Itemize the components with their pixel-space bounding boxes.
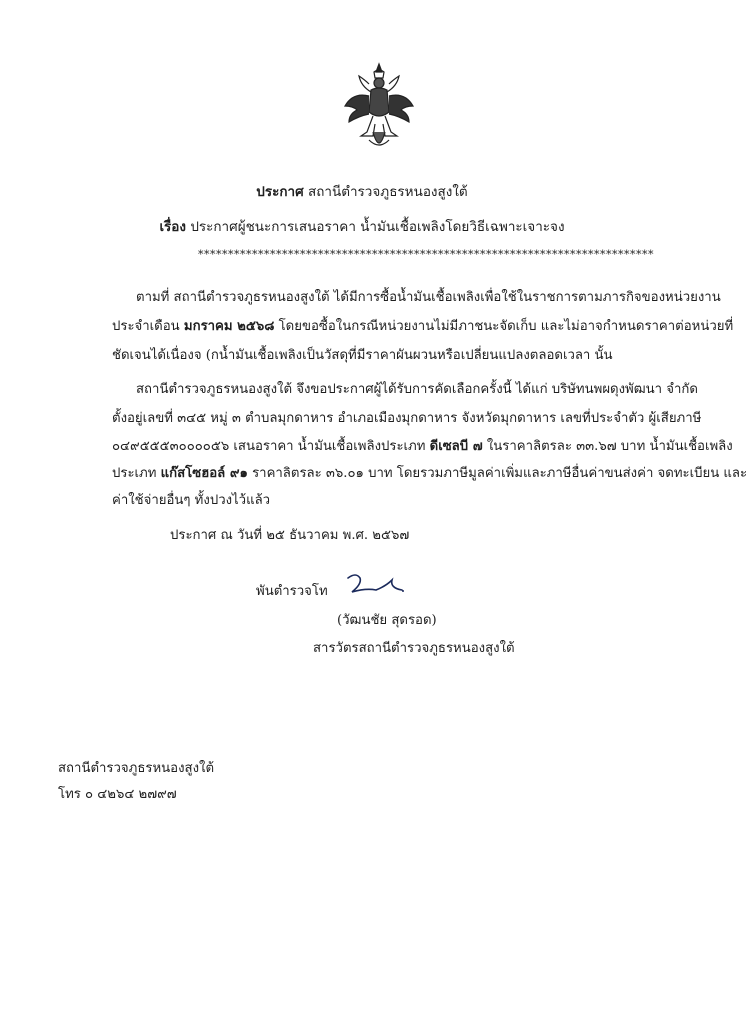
diesel-type-bold: ดีเซลบี ๗ xyxy=(429,439,483,454)
para1-line3: ชัดเจนได้เนื่องจ (กน้ำมันเชื้อเพลิงเป็นวัสดุที่มีราคาผันผวนหรือเปลี่ยนแปลงตลอดเวลา นั้น xyxy=(112,348,613,363)
announcement-title xyxy=(0,180,724,202)
footer-phone: โทร ๐ ๔๒๖๔ ๒๗๙๗ xyxy=(58,787,177,802)
para1-line2 xyxy=(112,318,733,336)
announcement-subject xyxy=(0,215,724,237)
garuda-emblem-icon xyxy=(343,62,415,154)
para1-line2-pre: ประจำเดือน xyxy=(112,319,180,334)
announce-prefix: ประกาศ xyxy=(256,184,304,200)
month-year-bold: มกราคม ๒๕๖๘ xyxy=(183,319,275,334)
separator-line: **************************************************************************** xyxy=(198,248,654,261)
para1-line2-post: โดยขอซื้อในกรณีหน่วยงานไม่มีภาชนะจัดเก็บ และไม่อาจกำหนดราคาต่อหน่วยที่ xyxy=(278,319,734,334)
gasohol-type-bold: แก๊สโซฮอล์ ๙๑ xyxy=(160,466,248,481)
announcement-date: ประกาศ ณ วันที่ ๒๕ ธันวาคม พ.ศ. ๒๕๖๗ xyxy=(170,528,410,543)
signer-rank: พันตำรวจโท xyxy=(256,584,328,599)
para2-line5: ค่าใช้จ่ายอื่นๆ ทั้งปวงไว้แล้ว xyxy=(112,493,271,508)
handwritten-signature-icon xyxy=(346,572,406,594)
footer-org: สถานีตำรวจภูธรหนองสูงใต้ xyxy=(58,761,215,776)
para2-line3-pre: ๐๔๙๕๕๕๓๐๐๐๐๕๖ เสนอราคา น้ำมันเชื้อเพลิงประเภท xyxy=(112,439,426,454)
subject-prefix: เรื่อง xyxy=(159,219,187,235)
signer-name: (วัฒนชัย สุดรอด) xyxy=(337,613,437,628)
signer-position: สารวัตรสถานีตำรวจภูธรหนองสูงใต้ xyxy=(313,641,515,656)
para2-line4 xyxy=(112,465,747,483)
announce-org: สถานีตำรวจภูธรหนองสูงใต้ xyxy=(307,184,468,200)
subject-text: ประกาศผู้ชนะการเสนอราคา น้ำมันเชื้อเพลิงโดยวิธีเฉพาะเจาะจง xyxy=(190,219,565,235)
para2-line1: สถานีตำรวจภูธรหนองสูงใต้ จึงขอประกาศผู้ได้รับการคัดเลือกครั้งนี้ ได้แก่ บริษัทนพผดุงพัฒนา จำกัด xyxy=(136,382,698,397)
para2-line4-post: ราคาลิตรละ ๓๖.๐๑ บาท โดยรวมภาษีมูลค่าเพิ่มและภาษีอื่นค่าขนส่งค่า จดทะเบียน และ xyxy=(252,466,747,481)
para1-line1: ตามที่ สถานีตำรวจภูธรหนองสูงใต้ ได้มีการซื้อน้ำมันเชื้อเพลิงเพื่อใช้ในราชการตามภารกิจของหน่วยงาน xyxy=(136,290,721,305)
para2-line3 xyxy=(112,438,733,456)
para2-line3-post: ในราคาลิตรละ ๓๓.๖๗ บาท น้ำมันเชื้อเพลิง xyxy=(486,439,733,454)
para2-line2: ตั้งอยู่เลขที่ ๓๔๕ หมู่ ๓ ตำบลมุกดาหาร อำเภอเมืองมุกดาหาร จังหวัดมุกดาหาร เลขที่ประจำตัว ผู้เสียภาษี xyxy=(112,411,702,426)
para2-line4-pre: ประเภท xyxy=(112,466,157,481)
